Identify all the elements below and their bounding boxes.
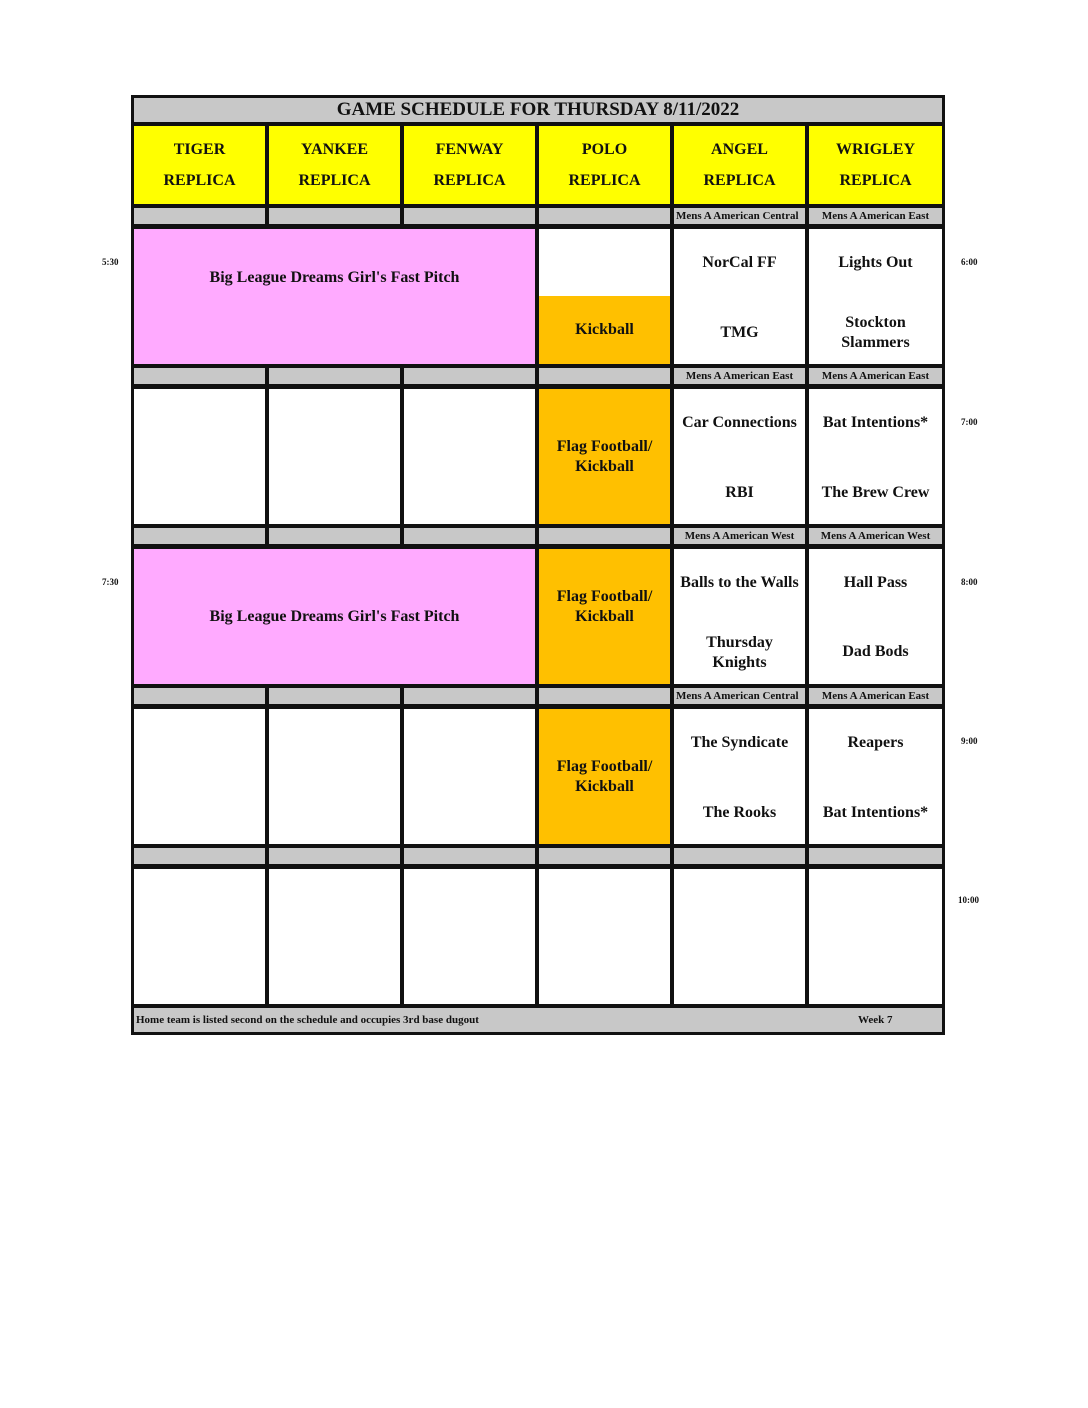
field-header-tiger	[131, 123, 268, 207]
home-team: RBI	[725, 484, 754, 501]
division-label: Mens A American East	[671, 365, 808, 387]
field-header-polo	[536, 123, 673, 207]
away-team: Hall Pass	[843, 574, 908, 591]
start-time-left: 7:30	[102, 577, 119, 587]
home-team: Thursday Knights	[706, 634, 773, 671]
away-team: Balls to the Walls	[680, 574, 799, 591]
divider-cell	[131, 205, 268, 227]
field-sub: REPLICA	[839, 172, 912, 189]
home-team: Dad Bods	[842, 643, 909, 660]
away-team: The Syndicate	[690, 734, 789, 751]
divider-cell	[266, 365, 403, 387]
empty-slot	[806, 866, 945, 1007]
field-sub: REPLICA	[568, 172, 641, 189]
division-label: Mens A American Central	[671, 205, 808, 227]
empty-slot	[131, 866, 268, 1007]
division-label: Mens A American East	[806, 365, 945, 387]
wrigley-game	[806, 226, 945, 367]
divider-cell	[401, 525, 538, 547]
angel-game	[671, 706, 808, 847]
division-label: Mens A American Central	[671, 685, 808, 707]
divider-cell	[401, 845, 538, 867]
divider-cell	[131, 845, 268, 867]
divider-cell	[401, 685, 538, 707]
fastpitch-block	[131, 546, 538, 687]
divider-cell	[401, 205, 538, 227]
divider-cell	[401, 365, 538, 387]
start-time-left: 5:30	[102, 257, 119, 267]
empty-slot	[401, 706, 538, 847]
empty-slot	[401, 386, 538, 527]
field-header-wrigley	[806, 123, 945, 207]
angel-game	[671, 386, 808, 527]
divider-cell	[671, 845, 808, 867]
fastpitch-label: Big League Dreams Girl's Fast Pitch	[209, 268, 460, 286]
field-header-fenway	[401, 123, 538, 207]
kickball-block: Kickball	[539, 296, 670, 364]
away-team: Lights Out	[838, 254, 913, 271]
empty-slot	[266, 386, 403, 527]
start-time-right: 6:00	[961, 257, 978, 267]
fastpitch-block	[131, 226, 538, 367]
divider-cell	[266, 685, 403, 707]
home-team: The Rooks	[702, 804, 777, 821]
empty-slot	[131, 386, 268, 527]
divider-cell	[131, 365, 268, 387]
field-name: WRIGLEY	[835, 141, 916, 158]
division-label: Mens A American East	[806, 685, 945, 707]
empty-slot	[401, 866, 538, 1007]
divider-cell	[536, 205, 673, 227]
field-header-angel	[671, 123, 808, 207]
away-team: Car Connections	[682, 414, 797, 431]
divider-cell	[131, 685, 268, 707]
division-label: Mens A American West	[671, 525, 808, 547]
field-header-yankee	[266, 123, 403, 207]
start-time-right: 9:00	[961, 736, 978, 746]
schedule-title: GAME SCHEDULE FOR THURSDAY 8/11/2022	[131, 95, 945, 125]
flag-football-block	[536, 386, 673, 527]
home-team: The Brew Crew	[821, 484, 930, 501]
divider-cell	[131, 525, 268, 547]
home-team: Bat Intentions*	[822, 804, 929, 821]
away-team: Bat Intentions*	[822, 414, 929, 431]
field-name: POLO	[581, 141, 628, 158]
field-sub: REPLICA	[703, 172, 776, 189]
empty-slot	[536, 866, 673, 1007]
field-sub: REPLICA	[433, 172, 506, 189]
away-team: Reapers	[847, 734, 904, 751]
week-label: Week 7	[858, 1014, 893, 1026]
divider-cell	[266, 845, 403, 867]
start-time-right: 10:00	[958, 895, 979, 905]
divider-cell	[266, 525, 403, 547]
start-time-right: 8:00	[961, 577, 978, 587]
start-time-right: 7:00	[961, 417, 978, 427]
flag-football-block	[536, 706, 673, 847]
empty-slot	[131, 706, 268, 847]
field-name: FENWAY	[435, 141, 504, 158]
angel-game	[671, 226, 808, 367]
home-team: Stockton Slammers	[841, 314, 910, 351]
division-label: Mens A American East	[806, 205, 945, 227]
division-label: Mens A American West	[806, 525, 945, 547]
divider-cell	[536, 365, 673, 387]
flag-football-label: Flag Football/ Kickball	[556, 437, 653, 475]
schedule-footer	[131, 1005, 945, 1035]
field-name: TIGER	[173, 141, 226, 158]
divider-cell	[536, 685, 673, 707]
divider-cell	[536, 845, 673, 867]
divider-cell	[806, 845, 945, 867]
wrigley-game	[806, 706, 945, 847]
divider-cell	[536, 525, 673, 547]
fastpitch-label: Big League Dreams Girl's Fast Pitch	[209, 607, 460, 625]
home-team-note: Home team is listed second on the schedule and occupies 3rd base dugout	[136, 1014, 479, 1026]
home-team: TMG	[720, 324, 759, 341]
empty-slot	[266, 866, 403, 1007]
away-team: NorCal FF	[702, 254, 777, 271]
flag-football-label: Flag Football/ Kickball	[556, 587, 653, 625]
divider-cell	[266, 205, 403, 227]
field-sub: REPLICA	[298, 172, 371, 189]
field-name: YANKEE	[301, 141, 368, 158]
empty-slot	[671, 866, 808, 1007]
polo-slot	[536, 226, 673, 367]
flag-football-block	[536, 546, 673, 687]
field-name: ANGEL	[711, 141, 768, 158]
flag-football-label: Flag Football/ Kickball	[556, 757, 653, 795]
wrigley-game	[806, 546, 945, 687]
angel-game	[671, 546, 808, 687]
wrigley-game	[806, 386, 945, 527]
field-sub: REPLICA	[163, 172, 236, 189]
empty-slot	[266, 706, 403, 847]
